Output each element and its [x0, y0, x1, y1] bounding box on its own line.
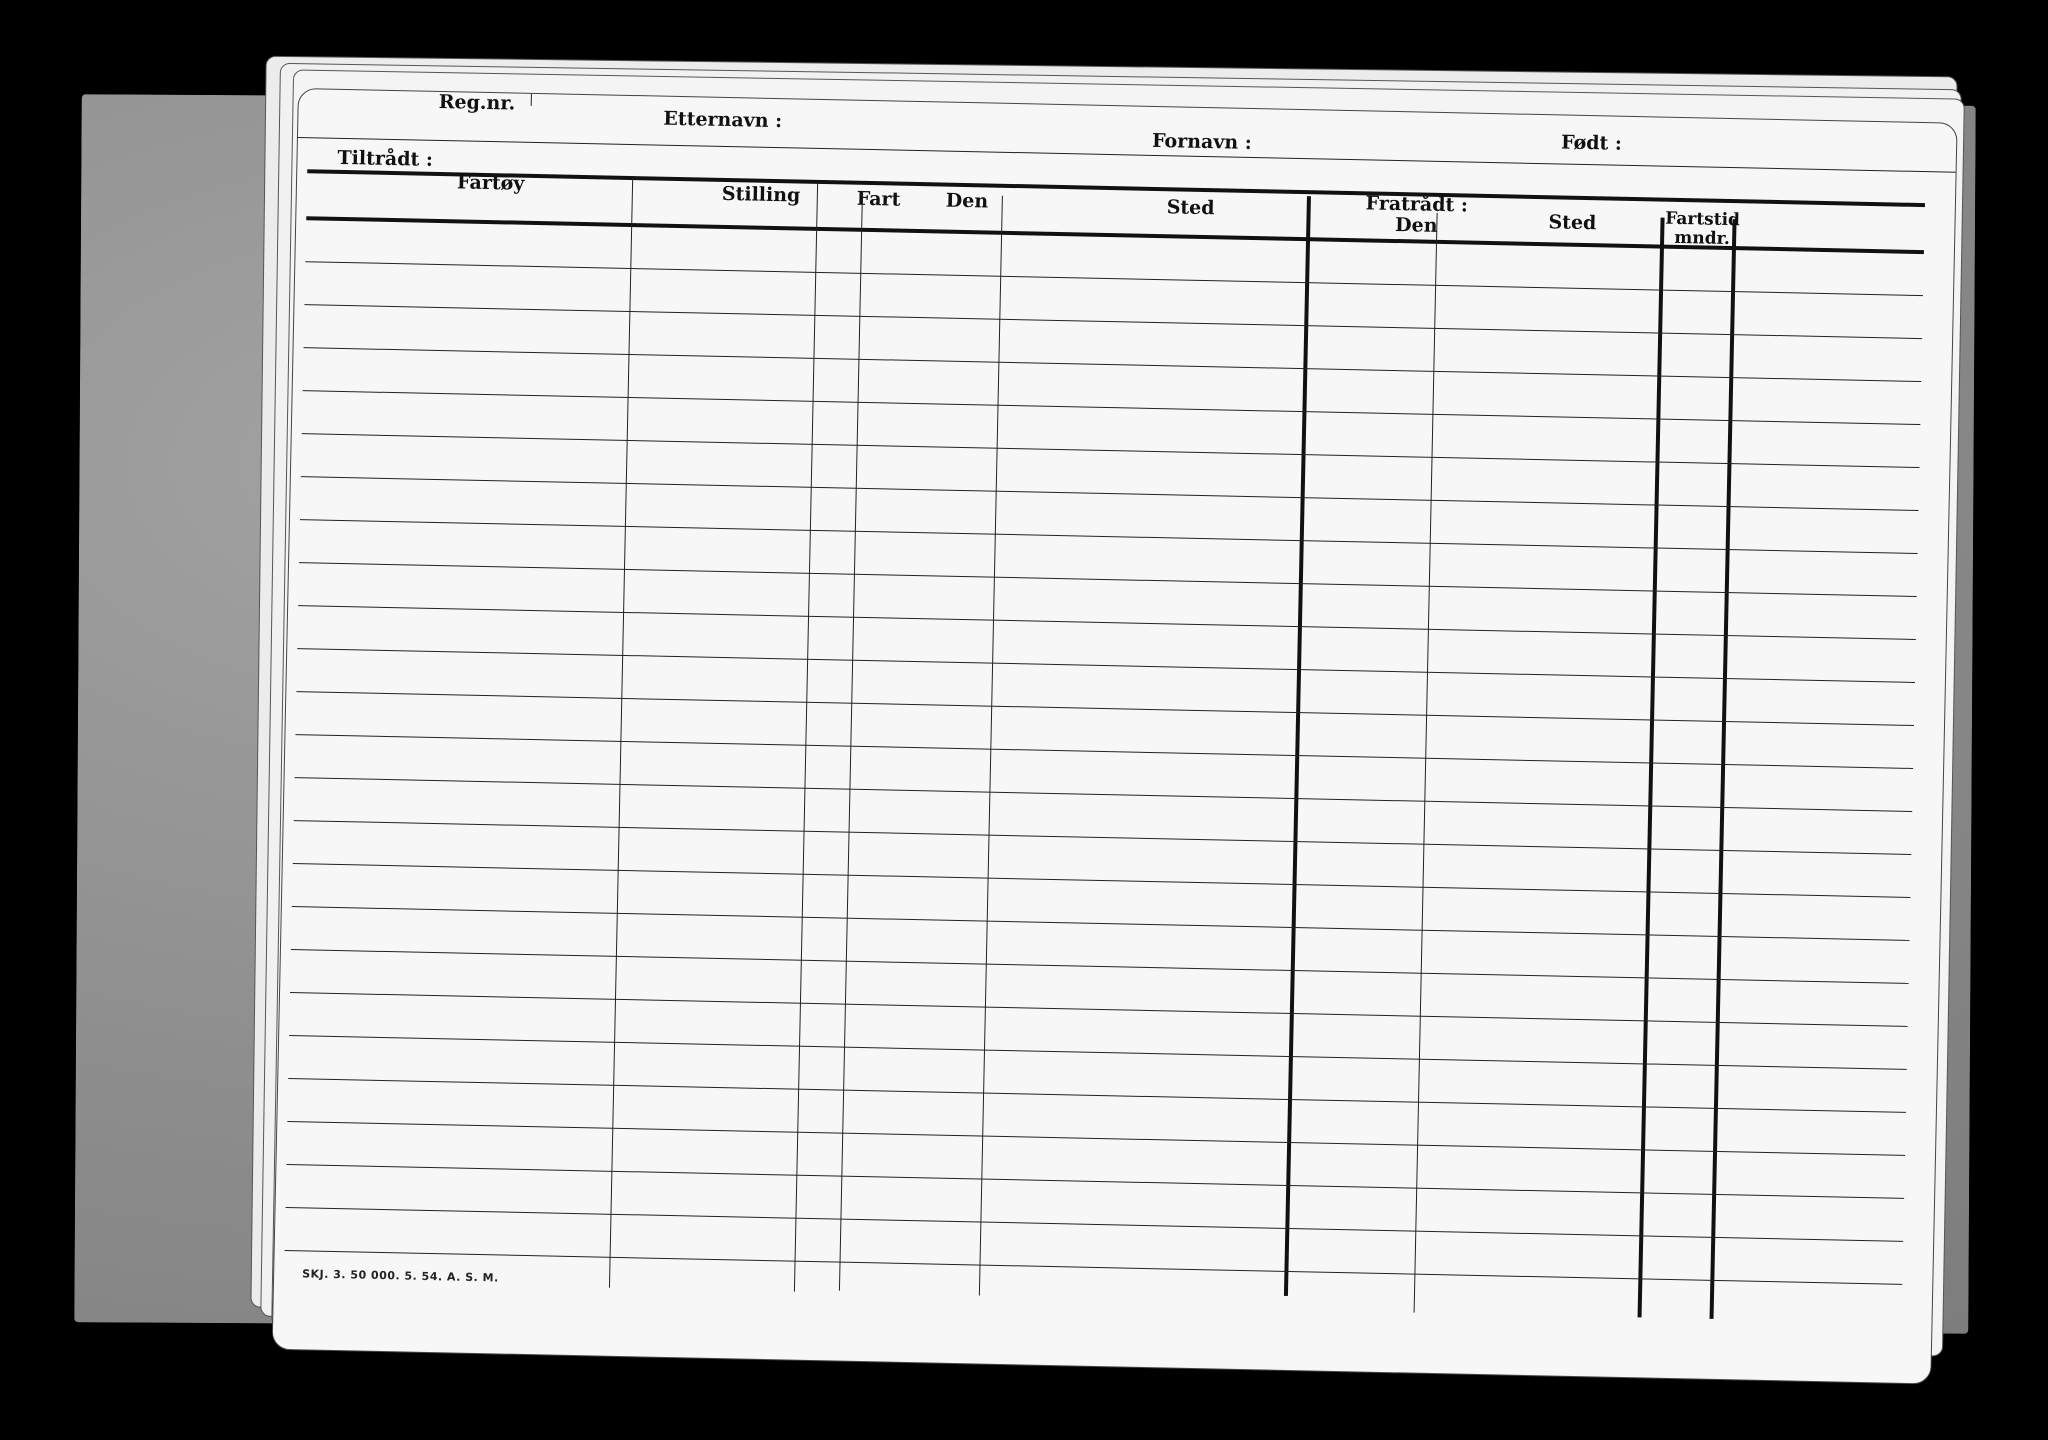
row-rule	[303, 390, 1921, 425]
row-rule	[299, 562, 1917, 597]
row-rule	[292, 906, 1910, 941]
etternavn-label: Etternavn :	[663, 107, 783, 133]
divider-fratradt-sted	[1638, 218, 1665, 1318]
fornavn-label: Fornavn :	[1151, 129, 1253, 154]
col-stilling: Stilling	[721, 182, 801, 207]
divider-fartstid	[1710, 219, 1737, 1319]
col-fratradt: Fratrådt : Den	[1365, 192, 1469, 237]
row-rule	[295, 777, 1913, 812]
row-rule	[286, 1207, 1904, 1242]
col-den: Den	[945, 189, 989, 213]
col-fart: Fart	[856, 187, 901, 211]
col-sted: Sted	[1166, 196, 1215, 220]
row-rule	[291, 949, 1909, 984]
row-rule	[297, 648, 1915, 683]
row-rule	[304, 347, 1922, 382]
row-rule	[293, 863, 1911, 898]
row-rule	[296, 691, 1914, 726]
row-rule	[286, 1164, 1904, 1199]
print-imprint: SKJ. 3. 50 000. 5. 54. A. S. M.	[302, 1267, 499, 1285]
tiltradt-label: Tiltrådt :	[337, 146, 434, 171]
row-rule	[304, 304, 1922, 339]
divider-fartoy	[609, 178, 633, 1288]
top-thick-rule	[307, 169, 1925, 207]
header-rule	[298, 137, 1958, 173]
row-rule	[287, 1121, 1905, 1156]
row-rule	[298, 605, 1916, 640]
row-rule	[285, 1250, 1903, 1285]
row-rule	[295, 734, 1913, 769]
row-rule	[288, 1078, 1906, 1113]
row-rule	[305, 261, 1923, 296]
row-rule	[301, 476, 1919, 511]
col-fartstid: Fartstid mndr.	[1664, 208, 1741, 249]
row-rule	[294, 820, 1912, 855]
divider-fratradt-den	[1414, 213, 1438, 1313]
col-fratradt-sted: Sted	[1548, 211, 1597, 235]
registration-card	[272, 88, 1958, 1384]
row-rule	[300, 519, 1918, 554]
divider-fart	[839, 191, 863, 1291]
reg-nr-label: Reg.nr.	[438, 90, 516, 115]
divider-sted	[1284, 196, 1311, 1296]
row-rule	[290, 992, 1908, 1027]
divider-stilling	[794, 182, 818, 1292]
fodt-label: Født :	[1560, 131, 1623, 155]
row-rule	[289, 1035, 1907, 1070]
col-fartoy: Fartøy	[456, 171, 525, 195]
row-rule	[302, 433, 1920, 468]
